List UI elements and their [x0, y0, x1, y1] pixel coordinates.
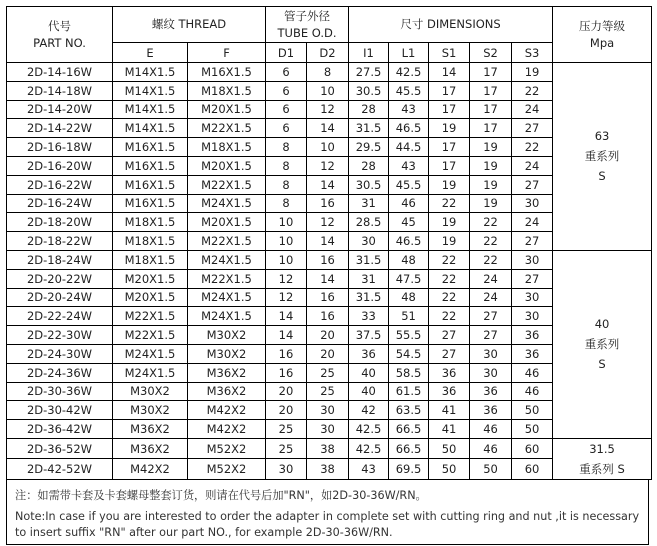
part-no-cell: 2D-14-20W: [7, 100, 113, 119]
value-cell: M52X2: [188, 459, 266, 480]
value-cell: M42X2: [188, 401, 266, 420]
value-cell: 27: [470, 307, 512, 326]
value-cell: 14: [307, 119, 349, 138]
value-cell: 17: [470, 100, 512, 119]
pressure-code: S: [598, 169, 606, 184]
value-cell: 31: [349, 194, 389, 213]
value-cell: M20X1.5: [188, 213, 266, 232]
value-cell: M18X1.5: [188, 138, 266, 157]
value-cell: 30: [307, 401, 349, 420]
value-cell: 36: [429, 363, 470, 382]
value-cell: 54.5: [389, 344, 429, 363]
part-no-cell: 2D-24-30W: [7, 344, 113, 363]
value-cell: 29.5: [349, 138, 389, 157]
value-cell: 17: [470, 81, 512, 100]
part-no-cell: 2D-14-16W: [7, 63, 113, 82]
value-cell: 10: [307, 81, 349, 100]
value-cell: 45: [389, 213, 429, 232]
value-cell: 43: [349, 459, 389, 480]
part-no-cell: 2D-42-52W: [7, 459, 113, 480]
value-cell: 16: [307, 288, 349, 307]
value-cell: 47.5: [389, 269, 429, 288]
value-cell: 36: [429, 382, 470, 401]
value-cell: M20X1.5: [113, 288, 188, 307]
value-cell: 36: [470, 382, 512, 401]
value-cell: 20: [266, 382, 307, 401]
value-cell: 19: [470, 194, 512, 213]
value-cell: 27: [512, 119, 553, 138]
value-cell: 31.5: [349, 288, 389, 307]
value-cell: 36: [470, 401, 512, 420]
order-note: [6, 480, 649, 545]
value-cell: 22: [429, 194, 470, 213]
value-cell: 31: [349, 269, 389, 288]
part-no-cell: 2D-18-20W: [7, 213, 113, 232]
value-cell: 20: [266, 401, 307, 420]
value-cell: 50: [429, 459, 470, 480]
value-cell: 28.5: [349, 213, 389, 232]
pressure-value: 40: [594, 317, 610, 332]
value-cell: 22: [512, 138, 553, 157]
tube-od-header-cn: 管子外径: [284, 8, 330, 23]
value-cell: 10: [266, 213, 307, 232]
value-cell: 12: [307, 100, 349, 119]
value-cell: 24: [512, 213, 553, 232]
value-cell: M18X1.5: [113, 213, 188, 232]
dim-s1-header: S1: [429, 43, 470, 63]
value-cell: 42.5: [349, 420, 389, 439]
value-cell: 27: [512, 175, 553, 194]
value-cell: 27: [429, 344, 470, 363]
value-cell: 22: [470, 250, 512, 269]
value-cell: 30: [470, 344, 512, 363]
value-cell: M14X1.5: [113, 63, 188, 82]
value-cell: 22: [429, 307, 470, 326]
value-cell: M16X1.5: [113, 138, 188, 157]
value-cell: 50: [512, 401, 553, 420]
value-cell: 22: [470, 213, 512, 232]
value-cell: 30: [307, 420, 349, 439]
table-body: [7, 63, 652, 480]
pressure-value: 31.5: [589, 441, 615, 456]
pressure-series: 重系列: [584, 337, 620, 352]
part-no-cell: 2D-24-36W: [7, 363, 113, 382]
pressure-series: 重系列 S: [579, 461, 625, 476]
value-cell: M20X1.5: [188, 100, 266, 119]
value-cell: 17: [470, 119, 512, 138]
part-no-cell: 2D-20-22W: [7, 269, 113, 288]
value-cell: M20X1.5: [113, 269, 188, 288]
value-cell: 30: [512, 288, 553, 307]
part-no-cell: 2D-14-22W: [7, 119, 113, 138]
value-cell: 20: [307, 344, 349, 363]
part-no-cell: 2D-30-36W: [7, 382, 113, 401]
part-no-header-cn: 代号: [48, 18, 71, 33]
value-cell: 30.5: [349, 175, 389, 194]
value-cell: 60: [512, 459, 553, 480]
value-cell: 42: [349, 401, 389, 420]
value-cell: 31.5: [349, 250, 389, 269]
value-cell: M30X2: [188, 326, 266, 345]
value-cell: M18X1.5: [113, 250, 188, 269]
pressure-value: 63: [594, 129, 610, 144]
value-cell: 36: [349, 344, 389, 363]
part-no-cell: 2D-18-24W: [7, 250, 113, 269]
value-cell: 38: [307, 438, 349, 459]
value-cell: 10: [266, 232, 307, 251]
value-cell: 22: [429, 288, 470, 307]
value-cell: 12: [307, 213, 349, 232]
value-cell: 14: [307, 175, 349, 194]
dimensions-table: [6, 6, 652, 480]
value-cell: 30.5: [349, 81, 389, 100]
table-row: [7, 438, 652, 459]
part-no-cell: 2D-16-24W: [7, 194, 113, 213]
value-cell: 25: [266, 420, 307, 439]
value-cell: 30: [266, 459, 307, 480]
value-cell: 48: [389, 288, 429, 307]
value-cell: 19: [470, 138, 512, 157]
value-cell: 40: [349, 382, 389, 401]
value-cell: 28: [349, 100, 389, 119]
value-cell: M42X2: [188, 420, 266, 439]
part-no-cell: 2D-36-42W: [7, 420, 113, 439]
value-cell: M18X1.5: [188, 81, 266, 100]
tube-d1-header: D1: [266, 43, 307, 63]
thread-e-header: E: [113, 43, 188, 63]
table-row: [7, 250, 652, 269]
part-no-cell: 2D-14-18W: [7, 81, 113, 100]
part-no-cell: 2D-30-42W: [7, 401, 113, 420]
value-cell: 16: [307, 307, 349, 326]
value-cell: 46: [389, 194, 429, 213]
value-cell: 20: [307, 326, 349, 345]
value-cell: M16X1.5: [113, 194, 188, 213]
value-cell: M22X1.5: [188, 119, 266, 138]
value-cell: 8: [307, 63, 349, 82]
value-cell: 30: [512, 307, 553, 326]
value-cell: M30X2: [113, 401, 188, 420]
part-no-cell: 2D-36-52W: [7, 438, 113, 459]
part-no-cell: 2D-16-18W: [7, 138, 113, 157]
value-cell: 42.5: [349, 438, 389, 459]
value-cell: 10: [307, 138, 349, 157]
order-note-en: Note:In case if you are interested to order the adapter in complete set with cutting ring and nut ,it is necessary to insert suffix "RN" after our part NO., for example 2D-30-36W/RN.: [15, 509, 640, 539]
value-cell: 28: [349, 156, 389, 175]
value-cell: M14X1.5: [113, 81, 188, 100]
pressure-header: [553, 7, 652, 63]
tube-od-header: [266, 7, 349, 43]
value-cell: M20X1.5: [188, 156, 266, 175]
table-row: [7, 63, 652, 82]
value-cell: 12: [266, 269, 307, 288]
value-cell: 27: [512, 269, 553, 288]
value-cell: 22: [470, 232, 512, 251]
value-cell: 25: [307, 382, 349, 401]
value-cell: 24: [470, 288, 512, 307]
pressure-cell: [553, 438, 652, 479]
value-cell: 31.5: [349, 119, 389, 138]
value-cell: 69.5: [389, 459, 429, 480]
pressure-header-cn: 压力等级: [579, 18, 626, 33]
value-cell: 12: [266, 288, 307, 307]
value-cell: 24: [470, 269, 512, 288]
value-cell: M24X1.5: [188, 307, 266, 326]
value-cell: M16X1.5: [113, 175, 188, 194]
value-cell: 25: [266, 438, 307, 459]
value-cell: 63.5: [389, 401, 429, 420]
value-cell: M22X1.5: [113, 326, 188, 345]
value-cell: 33: [349, 307, 389, 326]
value-cell: 45.5: [389, 175, 429, 194]
value-cell: 37.5: [349, 326, 389, 345]
value-cell: 14: [429, 63, 470, 82]
value-cell: 46: [470, 438, 512, 459]
value-cell: 44.5: [389, 138, 429, 157]
tube-od-header-en: TUBE O.D.: [277, 25, 337, 40]
value-cell: 45.5: [389, 81, 429, 100]
pressure-cell: [553, 250, 652, 438]
value-cell: 27.5: [349, 63, 389, 82]
value-cell: 50: [429, 438, 470, 459]
value-cell: 8: [266, 138, 307, 157]
value-cell: 66.5: [389, 420, 429, 439]
value-cell: 17: [429, 100, 470, 119]
value-cell: 27: [470, 326, 512, 345]
value-cell: 55.5: [389, 326, 429, 345]
value-cell: 6: [266, 63, 307, 82]
value-cell: M42X2: [113, 459, 188, 480]
value-cell: 16: [307, 194, 349, 213]
value-cell: 36: [512, 326, 553, 345]
order-note-cn: 注：如需带卡套及卡套螺母整套订货，则请在代号后加"RN"，如2D-30-36W/RN。: [15, 488, 427, 502]
value-cell: M24X1.5: [188, 194, 266, 213]
value-cell: 30: [470, 363, 512, 382]
value-cell: 40: [349, 363, 389, 382]
value-cell: 46: [512, 363, 553, 382]
part-no-cell: 2D-16-22W: [7, 175, 113, 194]
value-cell: 58.5: [389, 363, 429, 382]
value-cell: 19: [429, 213, 470, 232]
value-cell: M52X2: [188, 438, 266, 459]
value-cell: 48: [389, 250, 429, 269]
value-cell: 42.5: [389, 63, 429, 82]
value-cell: 8: [266, 175, 307, 194]
tube-d2-header: D2: [307, 43, 349, 63]
value-cell: 24: [512, 156, 553, 175]
dimensions-sheet: [6, 6, 651, 545]
value-cell: 41: [429, 401, 470, 420]
value-cell: M36X2: [113, 420, 188, 439]
value-cell: M16X1.5: [113, 156, 188, 175]
value-cell: 14: [307, 232, 349, 251]
value-cell: 30: [512, 250, 553, 269]
value-cell: 6: [266, 81, 307, 100]
value-cell: 43: [389, 100, 429, 119]
value-cell: 43: [389, 156, 429, 175]
value-cell: 14: [266, 326, 307, 345]
value-cell: 12: [307, 156, 349, 175]
part-no-cell: 2D-16-20W: [7, 156, 113, 175]
value-cell: M30X2: [188, 344, 266, 363]
value-cell: 14: [307, 269, 349, 288]
value-cell: 24: [512, 100, 553, 119]
part-no-cell: 2D-22-30W: [7, 326, 113, 345]
value-cell: M36X2: [113, 438, 188, 459]
thread-f-header: F: [188, 43, 266, 63]
value-cell: M16X1.5: [188, 63, 266, 82]
part-no-header-en: PART NO.: [33, 35, 86, 50]
value-cell: 6: [266, 119, 307, 138]
value-cell: 17: [429, 81, 470, 100]
value-cell: 17: [429, 138, 470, 157]
value-cell: M30X2: [113, 382, 188, 401]
value-cell: 10: [266, 250, 307, 269]
value-cell: M24X1.5: [188, 250, 266, 269]
value-cell: M24X1.5: [188, 288, 266, 307]
value-cell: M22X1.5: [188, 175, 266, 194]
value-cell: 17: [429, 156, 470, 175]
value-cell: 19: [512, 63, 553, 82]
value-cell: 16: [266, 363, 307, 382]
pressure-cell: [553, 63, 652, 251]
value-cell: M14X1.5: [113, 100, 188, 119]
value-cell: 17: [470, 63, 512, 82]
header-row: [7, 7, 652, 43]
part-no-cell: 2D-20-24W: [7, 288, 113, 307]
dim-i1-header: I1: [349, 43, 389, 63]
value-cell: 38: [307, 459, 349, 480]
value-cell: 8: [266, 156, 307, 175]
value-cell: 19: [470, 156, 512, 175]
pressure-series: 重系列: [584, 149, 620, 164]
value-cell: 22: [429, 269, 470, 288]
dim-l1-header: L1: [389, 43, 429, 63]
part-no-cell: 2D-22-24W: [7, 307, 113, 326]
value-cell: 16: [266, 344, 307, 363]
value-cell: 16: [307, 250, 349, 269]
value-cell: 22: [429, 250, 470, 269]
dim-s3-header: S3: [512, 43, 553, 63]
value-cell: 46.5: [389, 232, 429, 251]
part-no-cell: 2D-18-22W: [7, 232, 113, 251]
value-cell: 46: [470, 420, 512, 439]
value-cell: 14: [266, 307, 307, 326]
value-cell: 8: [266, 194, 307, 213]
dim-s2-header: S2: [470, 43, 512, 63]
value-cell: 30: [512, 194, 553, 213]
value-cell: 22: [512, 81, 553, 100]
value-cell: 19: [429, 232, 470, 251]
value-cell: 19: [429, 175, 470, 194]
value-cell: M24X1.5: [113, 344, 188, 363]
value-cell: 30: [349, 232, 389, 251]
value-cell: M18X1.5: [113, 232, 188, 251]
value-cell: 25: [307, 363, 349, 382]
value-cell: 27: [429, 326, 470, 345]
value-cell: M22X1.5: [188, 269, 266, 288]
value-cell: M36X2: [188, 363, 266, 382]
value-cell: M36X2: [188, 382, 266, 401]
pressure-code: S: [598, 357, 606, 372]
value-cell: 19: [470, 175, 512, 194]
value-cell: 46: [512, 382, 553, 401]
value-cell: 60: [512, 438, 553, 459]
value-cell: 41: [429, 420, 470, 439]
value-cell: M24X1.5: [113, 363, 188, 382]
part-no-header: [7, 7, 113, 63]
thread-header: 螺纹 THREAD: [113, 7, 266, 43]
value-cell: 19: [429, 119, 470, 138]
value-cell: 50: [512, 420, 553, 439]
value-cell: 36: [512, 344, 553, 363]
value-cell: 46.5: [389, 119, 429, 138]
dimensions-header: 尺寸 DIMENSIONS: [349, 7, 553, 43]
value-cell: M22X1.5: [188, 232, 266, 251]
value-cell: 61.5: [389, 382, 429, 401]
pressure-header-en: Mpa: [589, 35, 615, 50]
value-cell: 6: [266, 100, 307, 119]
value-cell: M14X1.5: [113, 119, 188, 138]
value-cell: M22X1.5: [113, 307, 188, 326]
value-cell: 66.5: [389, 438, 429, 459]
value-cell: 27: [512, 232, 553, 251]
value-cell: 51: [389, 307, 429, 326]
value-cell: 50: [470, 459, 512, 480]
